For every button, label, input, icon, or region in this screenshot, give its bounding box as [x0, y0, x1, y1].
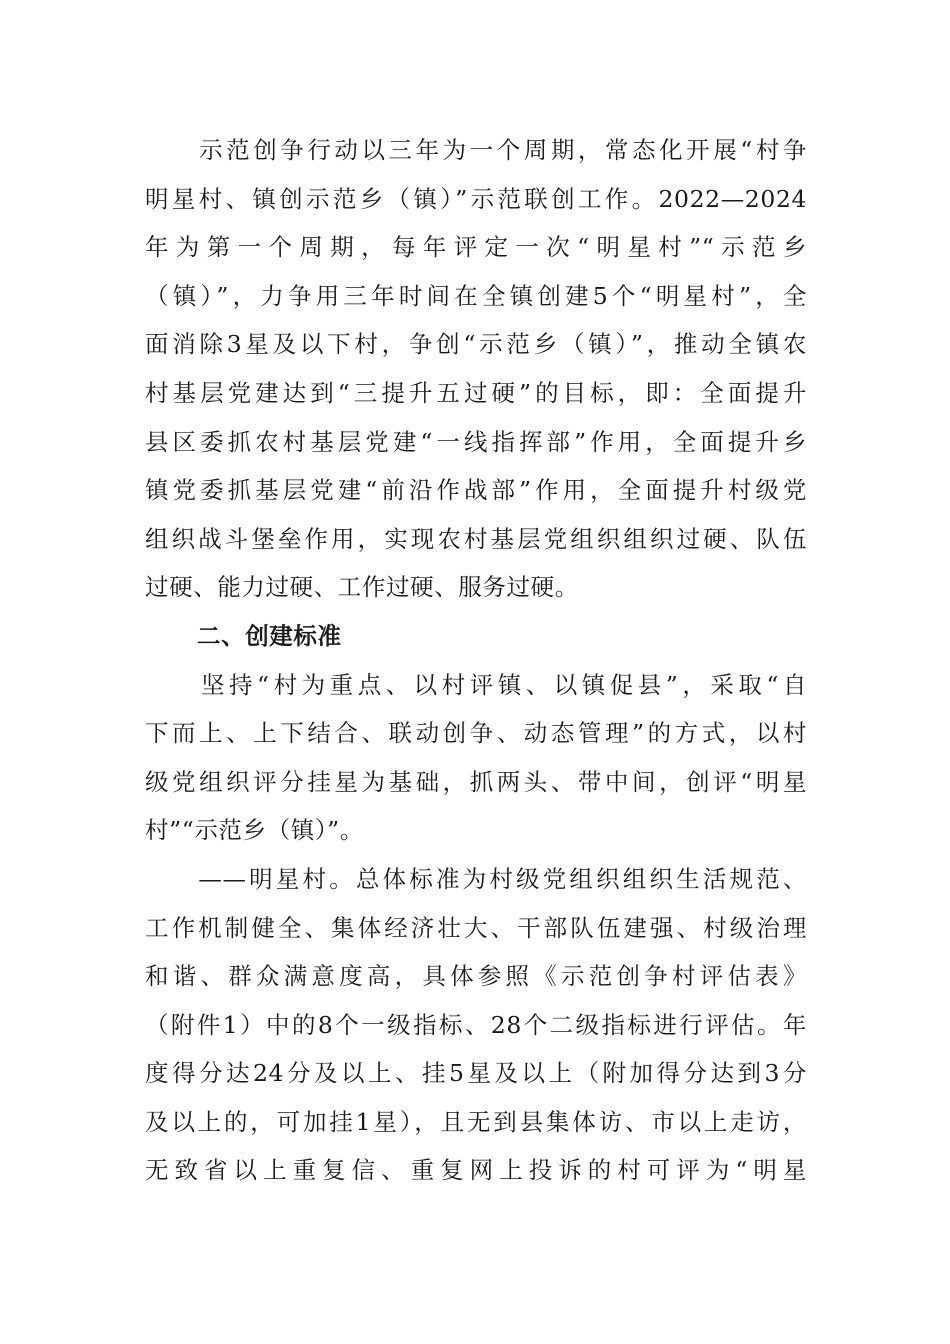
paragraph-cycle	[145, 126, 807, 612]
paragraph-standard	[145, 661, 807, 855]
text-line: 及以上的，可加挂1星），且无到县集体访、市以上走访，	[145, 1107, 807, 1136]
text-line: ——明星村。总体标准为村级党组织组织生活规范、	[145, 864, 807, 893]
text-line: 坚持“村为重点、以村评镇、以镇促县”，采取“自	[145, 670, 807, 699]
text-line: 级党组织评分挂星为基础，抓两头、带中间，创评“明星	[145, 767, 807, 796]
text-line: 县区委抓农村基层党建“一线指挥部”作用，全面提升乡	[145, 427, 807, 456]
text-line: 过硬、能力过硬、工作过硬、服务过硬。	[145, 573, 579, 602]
section-heading: 二、创建标准	[197, 621, 342, 650]
text-line: 面消除3星及以下村，争创“示范乡（镇）”，推动全镇农	[145, 330, 807, 359]
text-line: （附件1）中的8个一级指标、28个二级指标进行评估。年	[145, 1010, 807, 1039]
text-line: 和谐、群众满意度高，具体参照《示范创争村评估表》	[145, 962, 807, 991]
text-line: 镇党委抓基层党建“前沿作战部”作用，全面提升村级党	[145, 476, 807, 505]
text-line: 下而上、上下结合、联动创争、动态管理”的方式，以村	[145, 719, 807, 748]
document-page	[145, 126, 807, 1195]
paragraph-star-village	[145, 855, 807, 1195]
text-line: 明星村、镇创示范乡（镇）”示范联创工作。2022—2024	[145, 184, 807, 213]
text-line: （镇）”，力争用三年时间在全镇创建5个“明星村”，全	[145, 281, 807, 310]
text-line: 无致省以上重复信、重复网上投诉的村可评为“明星	[145, 1156, 807, 1185]
text-line: 示范创争行动以三年为一个周期，常态化开展“村争	[145, 136, 807, 164]
text-line: 年为第一个周期，每年评定一次“明星村”“示范乡	[145, 233, 807, 262]
text-line: 工作机制健全、集体经济壮大、干部队伍建强、村级治理	[145, 913, 807, 942]
text-line: 村”“示范乡（镇）”。	[145, 816, 364, 845]
text-line: 度得分达24分及以上、挂5星及以上（附加得分达到3分	[145, 1059, 807, 1088]
text-line: 村基层党建达到“三提升五过硬”的目标，即：全面提升	[145, 378, 807, 407]
text-line: 组织战斗堡垒作用，实现农村基层党组织组织过硬、队伍	[145, 524, 807, 553]
